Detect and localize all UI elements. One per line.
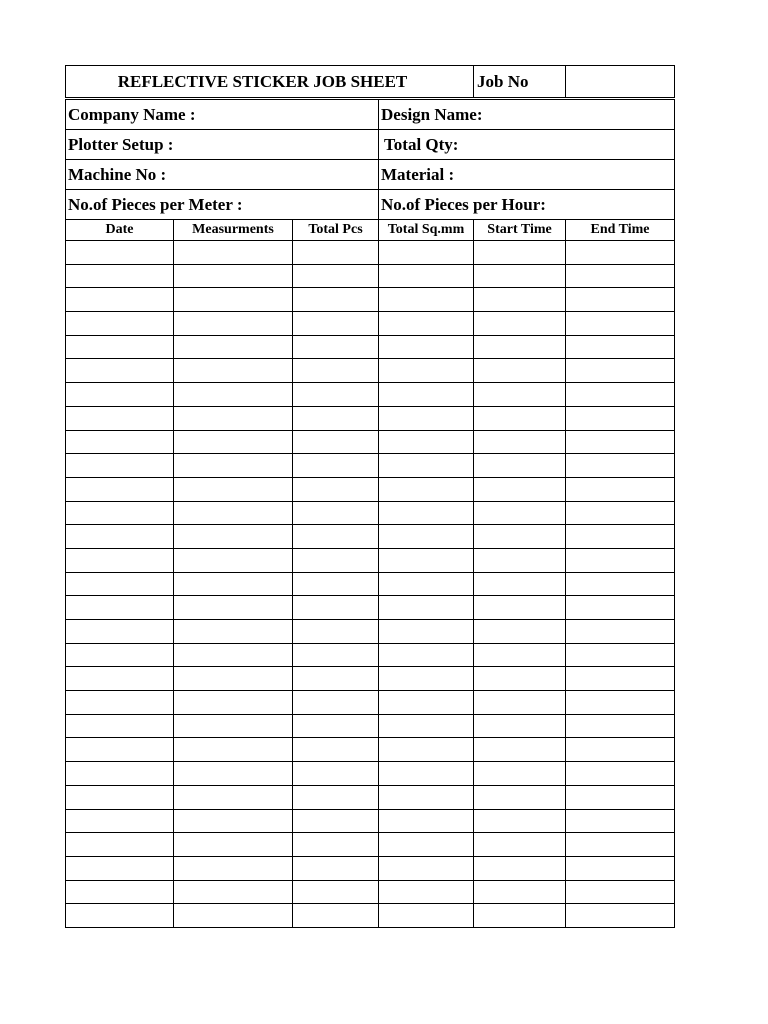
total-sqmm-cell[interactable] <box>379 785 474 809</box>
total-sqmm-cell[interactable] <box>379 430 474 454</box>
start-time-cell[interactable] <box>474 762 566 786</box>
total-sqmm-cell[interactable] <box>379 359 474 383</box>
table-row <box>66 335 675 359</box>
date-cell[interactable] <box>66 477 174 501</box>
date-cell[interactable] <box>66 501 174 525</box>
total-sqmm-cell[interactable] <box>379 312 474 336</box>
date-cell[interactable] <box>66 572 174 596</box>
table-row <box>66 738 675 762</box>
measurments-cell[interactable] <box>174 904 293 928</box>
start-time-cell[interactable] <box>474 501 566 525</box>
column-header-total-pcs: Total Pcs <box>293 220 379 241</box>
start-time-cell[interactable] <box>474 714 566 738</box>
start-time-cell[interactable] <box>474 880 566 904</box>
date-cell[interactable] <box>66 809 174 833</box>
total-sqmm-cell[interactable] <box>379 880 474 904</box>
total-pcs-cell[interactable] <box>293 454 379 478</box>
table-row <box>66 383 675 407</box>
end-time-cell[interactable] <box>566 833 675 857</box>
total-sqmm-cell[interactable] <box>379 406 474 430</box>
measurments-cell[interactable] <box>174 596 293 620</box>
measurments-cell[interactable] <box>174 548 293 572</box>
total-pcs-cell[interactable] <box>293 288 379 312</box>
total-sqmm-cell[interactable] <box>379 454 474 478</box>
measurments-cell[interactable] <box>174 620 293 644</box>
start-time-cell[interactable] <box>474 383 566 407</box>
total-sqmm-cell[interactable] <box>379 241 474 265</box>
measurments-cell[interactable] <box>174 525 293 549</box>
total-pcs-cell[interactable] <box>293 880 379 904</box>
measurments-cell[interactable] <box>174 738 293 762</box>
plotter-setup-field[interactable] <box>66 130 379 160</box>
total-pcs-cell[interactable] <box>293 264 379 288</box>
end-time-cell[interactable] <box>566 856 675 880</box>
start-time-cell[interactable] <box>474 264 566 288</box>
total-sqmm-cell[interactable] <box>379 501 474 525</box>
total-sqmm-cell[interactable] <box>379 714 474 738</box>
total-sqmm-cell[interactable] <box>379 288 474 312</box>
measurments-cell[interactable] <box>174 264 293 288</box>
start-time-cell[interactable] <box>474 548 566 572</box>
end-time-cell[interactable] <box>566 738 675 762</box>
end-time-cell[interactable] <box>566 620 675 644</box>
total-pcs-cell[interactable] <box>293 596 379 620</box>
end-time-cell[interactable] <box>566 691 675 715</box>
start-time-cell[interactable] <box>474 856 566 880</box>
date-cell[interactable] <box>66 335 174 359</box>
date-cell[interactable] <box>66 856 174 880</box>
measurments-cell[interactable] <box>174 406 293 430</box>
sheet-header <box>65 65 675 100</box>
column-header-start-time: Start Time <box>474 220 566 241</box>
start-time-cell[interactable] <box>474 667 566 691</box>
total-pcs-cell[interactable] <box>293 667 379 691</box>
date-cell[interactable] <box>66 406 174 430</box>
start-time-cell[interactable] <box>474 477 566 501</box>
date-cell[interactable] <box>66 738 174 762</box>
measurments-cell[interactable] <box>174 430 293 454</box>
total-sqmm-cell[interactable] <box>379 335 474 359</box>
date-cell[interactable] <box>66 785 174 809</box>
total-sqmm-cell[interactable] <box>379 833 474 857</box>
measurments-cell[interactable] <box>174 714 293 738</box>
total-pcs-cell[interactable] <box>293 738 379 762</box>
table-row <box>66 572 675 596</box>
total-pcs-cell[interactable] <box>293 714 379 738</box>
measurments-cell[interactable] <box>174 572 293 596</box>
job-info <box>65 100 675 220</box>
measurments-cell[interactable] <box>174 454 293 478</box>
measurments-cell[interactable] <box>174 383 293 407</box>
total-pcs-cell[interactable] <box>293 525 379 549</box>
total-pcs-cell[interactable] <box>293 359 379 383</box>
table-row <box>66 288 675 312</box>
measurments-cell[interactable] <box>174 762 293 786</box>
table-row <box>66 596 675 620</box>
end-time-cell[interactable] <box>566 501 675 525</box>
start-time-cell[interactable] <box>474 904 566 928</box>
measurments-cell[interactable] <box>174 880 293 904</box>
total-pcs-cell[interactable] <box>293 312 379 336</box>
measurments-cell[interactable] <box>174 809 293 833</box>
total-pcs-cell[interactable] <box>293 762 379 786</box>
start-time-cell[interactable] <box>474 620 566 644</box>
total-pcs-cell[interactable] <box>293 572 379 596</box>
measurments-cell[interactable] <box>174 643 293 667</box>
total-sqmm-cell[interactable] <box>379 620 474 644</box>
start-time-cell[interactable] <box>474 525 566 549</box>
total-qty-label: Total Qty: <box>384 134 459 154</box>
start-time-cell[interactable] <box>474 596 566 620</box>
table-row <box>66 880 675 904</box>
total-sqmm-cell[interactable] <box>379 477 474 501</box>
measurments-cell[interactable] <box>174 833 293 857</box>
total-pcs-cell[interactable] <box>293 833 379 857</box>
total-sqmm-cell[interactable] <box>379 856 474 880</box>
date-cell[interactable] <box>66 383 174 407</box>
start-time-cell[interactable] <box>474 241 566 265</box>
column-header-end-time: End Time <box>566 220 675 241</box>
date-cell[interactable] <box>66 359 174 383</box>
date-cell[interactable] <box>66 880 174 904</box>
end-time-cell[interactable] <box>566 548 675 572</box>
date-cell[interactable] <box>66 691 174 715</box>
start-time-cell[interactable] <box>474 643 566 667</box>
company-name-label: Company Name : <box>68 104 196 124</box>
start-time-cell[interactable] <box>474 785 566 809</box>
table-row <box>66 548 675 572</box>
column-header-total-sqmm: Total Sq.mm <box>379 220 474 241</box>
table-row <box>66 833 675 857</box>
column-header-date: Date <box>66 220 174 241</box>
pieces-per-meter-label: No.of Pieces per Meter : <box>68 194 243 214</box>
table-row <box>66 809 675 833</box>
table-row <box>66 312 675 336</box>
pieces-per-hour-label: No.of Pieces per Hour: <box>381 194 546 214</box>
end-time-cell[interactable] <box>566 312 675 336</box>
end-time-cell[interactable] <box>566 572 675 596</box>
measurments-cell[interactable] <box>174 241 293 265</box>
total-sqmm-cell[interactable] <box>379 904 474 928</box>
end-time-cell[interactable] <box>566 383 675 407</box>
end-time-cell[interactable] <box>566 525 675 549</box>
material-label: Material : <box>381 164 455 184</box>
table-row <box>66 762 675 786</box>
date-cell[interactable] <box>66 312 174 336</box>
total-qty-field[interactable] <box>379 130 675 160</box>
total-sqmm-cell[interactable] <box>379 809 474 833</box>
table-header-row <box>66 220 675 241</box>
sheet-title: REFLECTIVE STICKER JOB SHEET <box>66 66 474 99</box>
start-time-cell[interactable] <box>474 288 566 312</box>
measurments-cell[interactable] <box>174 501 293 525</box>
design-name-field[interactable] <box>379 100 675 130</box>
start-time-cell[interactable] <box>474 454 566 478</box>
end-time-cell[interactable] <box>566 596 675 620</box>
total-sqmm-cell[interactable] <box>379 738 474 762</box>
table-row <box>66 264 675 288</box>
job-no-label: Job No <box>474 66 566 99</box>
measurments-cell[interactable] <box>174 691 293 715</box>
date-cell[interactable] <box>66 288 174 312</box>
measurments-cell[interactable] <box>174 288 293 312</box>
date-cell[interactable] <box>66 667 174 691</box>
table-row <box>66 620 675 644</box>
plotter-setup-label: Plotter Setup : <box>68 134 174 154</box>
table-row <box>66 501 675 525</box>
job-no-field[interactable] <box>566 66 675 99</box>
date-cell[interactable] <box>66 454 174 478</box>
total-sqmm-cell[interactable] <box>379 525 474 549</box>
end-time-cell[interactable] <box>566 430 675 454</box>
design-name-label: Design Name: <box>381 104 483 124</box>
measurments-cell[interactable] <box>174 785 293 809</box>
table-row <box>66 691 675 715</box>
total-sqmm-cell[interactable] <box>379 643 474 667</box>
start-time-cell[interactable] <box>474 312 566 336</box>
machine-no-field[interactable] <box>66 160 379 190</box>
total-sqmm-cell[interactable] <box>379 572 474 596</box>
end-time-cell[interactable] <box>566 359 675 383</box>
end-time-cell[interactable] <box>566 880 675 904</box>
total-pcs-cell[interactable] <box>293 335 379 359</box>
total-sqmm-cell[interactable] <box>379 691 474 715</box>
table-row <box>66 714 675 738</box>
start-time-cell[interactable] <box>474 430 566 454</box>
total-pcs-cell[interactable] <box>293 904 379 928</box>
end-time-cell[interactable] <box>566 335 675 359</box>
date-cell[interactable] <box>66 643 174 667</box>
table-row <box>66 667 675 691</box>
measurments-cell[interactable] <box>174 335 293 359</box>
total-sqmm-cell[interactable] <box>379 762 474 786</box>
total-sqmm-cell[interactable] <box>379 667 474 691</box>
table-row <box>66 477 675 501</box>
start-time-cell[interactable] <box>474 359 566 383</box>
table-row <box>66 241 675 265</box>
pieces-per-hour-field[interactable] <box>379 190 675 220</box>
pieces-per-meter-field[interactable] <box>66 190 379 220</box>
job-log-table <box>65 220 675 928</box>
measurments-cell[interactable] <box>174 856 293 880</box>
measurments-cell[interactable] <box>174 312 293 336</box>
start-time-cell[interactable] <box>474 738 566 762</box>
date-cell[interactable] <box>66 241 174 265</box>
end-time-cell[interactable] <box>566 904 675 928</box>
date-cell[interactable] <box>66 525 174 549</box>
end-time-cell[interactable] <box>566 264 675 288</box>
end-time-cell[interactable] <box>566 406 675 430</box>
total-pcs-cell[interactable] <box>293 620 379 644</box>
start-time-cell[interactable] <box>474 833 566 857</box>
column-header-measurments: Measurments <box>174 220 293 241</box>
total-pcs-cell[interactable] <box>293 241 379 265</box>
date-cell[interactable] <box>66 596 174 620</box>
total-pcs-cell[interactable] <box>293 856 379 880</box>
total-pcs-cell[interactable] <box>293 501 379 525</box>
material-field[interactable] <box>379 160 675 190</box>
date-cell[interactable] <box>66 264 174 288</box>
end-time-cell[interactable] <box>566 643 675 667</box>
date-cell[interactable] <box>66 833 174 857</box>
total-sqmm-cell[interactable] <box>379 596 474 620</box>
total-pcs-cell[interactable] <box>293 809 379 833</box>
company-name-field[interactable] <box>66 100 379 130</box>
total-pcs-cell[interactable] <box>293 383 379 407</box>
start-time-cell[interactable] <box>474 335 566 359</box>
end-time-cell[interactable] <box>566 288 675 312</box>
table-row <box>66 454 675 478</box>
end-time-cell[interactable] <box>566 762 675 786</box>
table-row <box>66 525 675 549</box>
table-row <box>66 406 675 430</box>
table-row <box>66 430 675 454</box>
end-time-cell[interactable] <box>566 809 675 833</box>
end-time-cell[interactable] <box>566 241 675 265</box>
table-row <box>66 359 675 383</box>
start-time-cell[interactable] <box>474 691 566 715</box>
total-pcs-cell[interactable] <box>293 406 379 430</box>
measurments-cell[interactable] <box>174 359 293 383</box>
table-row <box>66 856 675 880</box>
total-pcs-cell[interactable] <box>293 691 379 715</box>
start-time-cell[interactable] <box>474 406 566 430</box>
table-row <box>66 643 675 667</box>
start-time-cell[interactable] <box>474 572 566 596</box>
end-time-cell[interactable] <box>566 477 675 501</box>
date-cell[interactable] <box>66 548 174 572</box>
total-pcs-cell[interactable] <box>293 548 379 572</box>
machine-no-label: Machine No : <box>68 164 167 184</box>
end-time-cell[interactable] <box>566 667 675 691</box>
date-cell[interactable] <box>66 430 174 454</box>
end-time-cell[interactable] <box>566 785 675 809</box>
table-row <box>66 904 675 928</box>
date-cell[interactable] <box>66 762 174 786</box>
measurments-cell[interactable] <box>174 477 293 501</box>
date-cell[interactable] <box>66 904 174 928</box>
total-pcs-cell[interactable] <box>293 477 379 501</box>
total-sqmm-cell[interactable] <box>379 264 474 288</box>
measurments-cell[interactable] <box>174 667 293 691</box>
total-sqmm-cell[interactable] <box>379 383 474 407</box>
end-time-cell[interactable] <box>566 714 675 738</box>
end-time-cell[interactable] <box>566 454 675 478</box>
total-sqmm-cell[interactable] <box>379 548 474 572</box>
total-pcs-cell[interactable] <box>293 785 379 809</box>
date-cell[interactable] <box>66 714 174 738</box>
start-time-cell[interactable] <box>474 809 566 833</box>
total-pcs-cell[interactable] <box>293 430 379 454</box>
table-row <box>66 785 675 809</box>
date-cell[interactable] <box>66 620 174 644</box>
job-sheet <box>65 65 674 928</box>
total-pcs-cell[interactable] <box>293 643 379 667</box>
